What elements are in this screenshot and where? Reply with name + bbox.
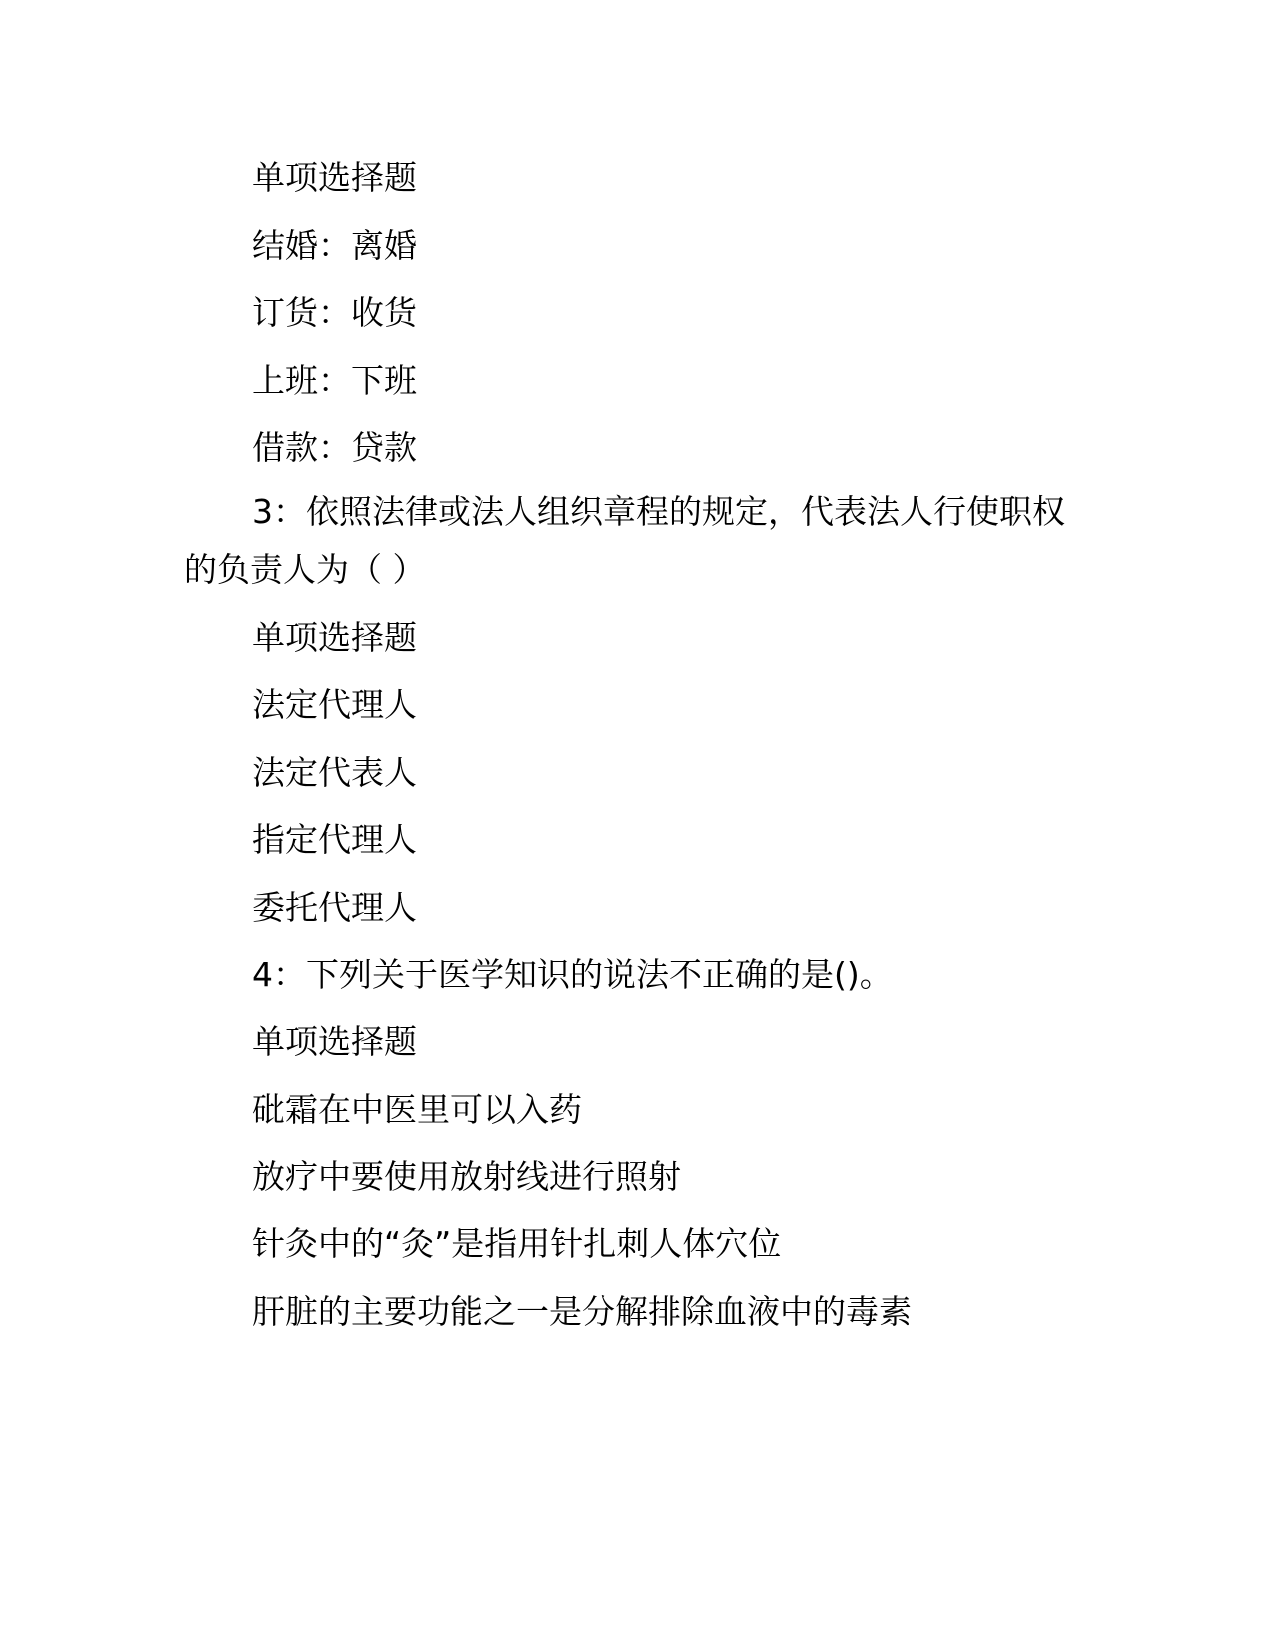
q3-option-c: 指定代理人 [252, 820, 417, 859]
q2-option-a: 结婚：离婚 [252, 226, 417, 265]
q2-option-c: 上班：下班 [252, 361, 417, 400]
q3-option-d: 委托代理人 [252, 888, 417, 927]
q4-option-d: 肝脏的主要功能之一是分解排除血液中的毒素 [252, 1292, 912, 1331]
q2-option-b: 订货：收货 [252, 293, 417, 332]
q3-option-b: 法定代表人 [252, 753, 417, 792]
q2-type-label: 单项选择题 [252, 158, 417, 197]
q3-option-a: 法定代理人 [252, 685, 417, 724]
q4-option-a: 砒霜在中医里可以入药 [252, 1090, 582, 1129]
q4-option-b: 放疗中要使用放射线进行照射 [252, 1157, 681, 1196]
q3-type-label: 单项选择题 [252, 618, 417, 657]
q3-stem: 3：依照法律或法人组织章程的规定，代表法人行使职权的负责人为（ ） [184, 492, 1065, 589]
q4-option-c: 针灸中的“灸”是指用针扎刺人体穴位 [252, 1224, 782, 1263]
q4-type-label: 单项选择题 [252, 1022, 417, 1061]
q2-option-d: 借款：贷款 [252, 428, 417, 467]
q4-stem: 4：下列关于医学知识的说法不正确的是()。 [252, 955, 893, 994]
